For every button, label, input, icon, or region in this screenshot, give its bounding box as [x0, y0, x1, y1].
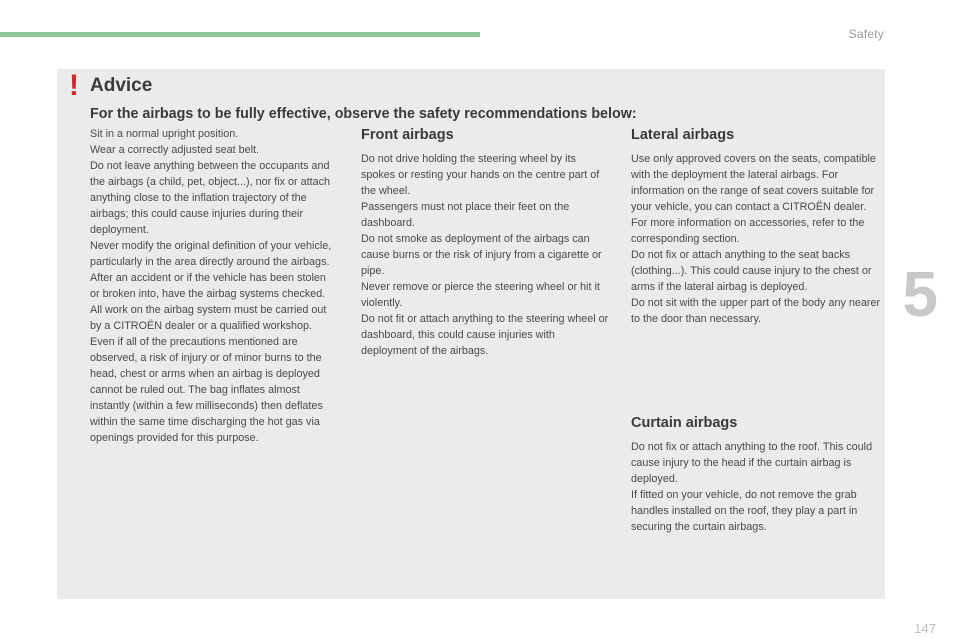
page-number: 147: [914, 621, 936, 636]
front-airbags-paragraph: Do not drive holding the steering wheel by its spokes or resting your hands on the centre part of the wheel.: [361, 153, 600, 197]
general-advice-line: All work on the airbag system must be carried out by a CITROËN dealer or a qualified workshop.: [90, 304, 327, 332]
front-airbags-paragraph: Never remove or pierce the steering wheel or hit it violently.: [361, 281, 600, 309]
advice-title: Advice: [90, 75, 153, 96]
general-advice-column: [90, 126, 338, 446]
general-advice-line: Do not leave anything between the occupants and the airbags (a child, pet, object...), nor fix or attach anything close to the inflation trajectory of the airbags; this could cause injuries during their deployment.: [90, 160, 331, 236]
advice-panel: [57, 69, 885, 599]
general-advice-line: Even if all of the precautions mentioned are observed, a risk of injury or of minor burns to the head, chest or arms when an airbag is deployed cannot be ruled out. The bag inflates almost instantly (within a few milliseconds) then deflates within the same time discharging the hot gas via openings provided for this purpose.: [90, 336, 323, 444]
lateral-airbags-paragraph: Do not fix or attach anything to the seat backs (clothing...). This could cause injury to the chest or arms if the lateral airbag is deployed.: [631, 249, 872, 293]
front-airbags-heading: Front airbags: [361, 127, 454, 143]
curtain-airbags-section: [631, 413, 881, 535]
curtain-airbags-paragraph: If fitted on your vehicle, do not remove the grab handles installed on the roof, they play a part in securing the curtain airbags.: [631, 489, 858, 533]
curtain-airbags-paragraph: Do not fix or attach anything to the roof. This could cause injury to the head if the curtain airbag is deployed.: [631, 441, 873, 485]
lateral-airbags-heading: Lateral airbags: [631, 127, 735, 143]
lateral-airbags-paragraph: For more information on accessories, refer to the corresponding section.: [631, 217, 865, 245]
front-airbags-section: [361, 125, 613, 359]
section-title: Safety: [848, 27, 884, 41]
general-advice-line: Sit in a normal upright position.: [90, 128, 239, 140]
curtain-airbags-heading: Curtain airbags: [631, 415, 738, 431]
lateral-airbags-paragraph: Do not sit with the upper part of the body any nearer to the door than necessary.: [631, 297, 881, 325]
general-advice-line: Wear a correctly adjusted seat belt.: [90, 144, 260, 156]
front-airbags-paragraph: Do not fit or attach anything to the steering wheel or dashboard, this could cause injuries with deployment of the airbags.: [361, 313, 609, 357]
chapter-number: 5: [902, 258, 938, 330]
lateral-airbags-paragraph: Use only approved covers on the seats, compatible with the deployment the lateral airbags. For information on the range of seat covers suitable for your vehicle, you can contact a CITROËN dealer.: [631, 153, 876, 213]
general-advice-line: After an accident or if the vehicle has been stolen or broken into, have the airbag systems checked.: [90, 272, 326, 300]
section-color-bar: [0, 32, 480, 37]
lateral-airbags-section: [631, 125, 881, 327]
general-advice-line: Never modify the original definition of your vehicle, particularly in the area directly around the airbags.: [90, 240, 332, 268]
exclamation-icon: !: [69, 69, 79, 102]
front-airbags-paragraph: Do not smoke as deployment of the airbags can cause burns or the risk of injury from a cigarette or pipe.: [361, 233, 602, 277]
front-airbags-paragraph: Passengers must not place their feet on the dashboard.: [361, 201, 570, 229]
advice-subtitle: For the airbags to be fully effective, observe the safety recommendations below:: [90, 106, 637, 122]
